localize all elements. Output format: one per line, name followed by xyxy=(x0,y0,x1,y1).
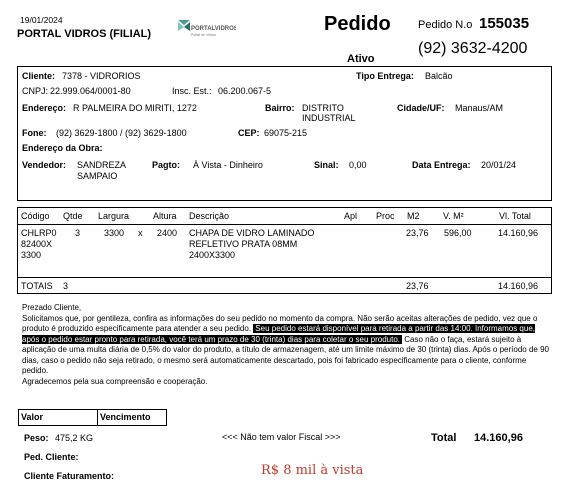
tipo-entrega-label: Tipo Entrega: xyxy=(356,71,414,81)
col-header-codigo: Código xyxy=(21,211,50,221)
row-vltotal: 14.160,96 xyxy=(498,228,539,238)
cnpj-value: 22.999.064/0001-80 xyxy=(50,86,131,96)
cidade-value: Manaus/AM xyxy=(455,103,504,113)
fone-value: (92) 3629-1800 / (92) 3629-1800 xyxy=(56,128,187,138)
endereco-obra-label: Endereço da Obra: xyxy=(22,143,103,153)
notice-pickup-highlight: Seu pedido estará disponível para retirada a partir das 14:00. Informamos que, após o pedido estar pronto para retirada, você terá um prazo de 30 (trinta) dias para coletar o seu produto. xyxy=(22,324,536,344)
data-entrega-label: Data Entrega: xyxy=(412,160,471,170)
data-entrega-value: 20/01/24 xyxy=(481,160,517,170)
tipo-entrega-value: Balcão xyxy=(425,71,453,81)
totais-valor: 14.160,96 xyxy=(498,281,539,291)
row-vm2: 596,00 xyxy=(444,228,472,238)
totais-qtde: 3 xyxy=(63,281,69,291)
ped-cliente-label: Ped. Cliente: xyxy=(24,452,79,462)
row-descricao-line3: 2400X3300 xyxy=(189,250,236,260)
col-header-vm2: V. M² xyxy=(443,211,464,221)
col-header-altura: Altura xyxy=(153,211,177,221)
payment-table-divider xyxy=(97,409,98,426)
row-descricao-line1: CHAPA DE VIDRO LAMINADO xyxy=(189,228,315,238)
row-largura: 3300 xyxy=(104,228,125,238)
totais-m2: 23,76 xyxy=(406,281,429,291)
insc-value: 06.200.067-5 xyxy=(218,86,272,96)
logo-subtext: Portal de Vidros xyxy=(191,33,216,37)
row-codigo-line3: 3300 xyxy=(21,250,42,260)
col-header-proc: Proc xyxy=(376,211,395,221)
row-codigo-line1: CHLRP0 xyxy=(21,228,57,238)
bairro-value-line1: DISTRITO xyxy=(302,103,344,113)
endereco-label: Endereço: xyxy=(22,103,67,113)
company-phone: (92) 3632-4200 xyxy=(418,40,528,57)
vendedor-value-line2: SAMPAIO xyxy=(77,171,118,181)
pagto-label: Pagto: xyxy=(152,160,180,170)
notice-greeting: Prezado Cliente, xyxy=(22,303,82,312)
notice-thanks: Agradecemos pela sua compreensão e cooperação. xyxy=(22,376,208,386)
col-header-qtde: Qtde xyxy=(63,211,83,221)
table-totals-divider xyxy=(17,277,552,278)
col-header-m2: M2 xyxy=(407,211,420,221)
col-header-descricao: Descrição xyxy=(189,211,230,221)
company-logo xyxy=(176,17,236,43)
col-header-apl: Apl xyxy=(344,211,358,221)
totais-label: TOTAIS xyxy=(21,281,53,291)
sinal-label: Sinal: xyxy=(314,160,339,170)
fiscal-note: <<< Não tem valor Fiscal >>> xyxy=(222,432,341,442)
row-codigo-line2: 82400X xyxy=(21,239,53,249)
vencimento-header: Vencimento xyxy=(100,412,151,422)
cep-label: CEP: xyxy=(238,128,260,138)
row-m2: 23,76 xyxy=(406,228,429,238)
endereco-value: R PALMEIRA DO MIRITI, 1272 xyxy=(73,103,197,113)
logo-mark-icon xyxy=(176,17,236,43)
pagto-value: À Vista - Dinheiro xyxy=(193,160,263,170)
order-status: Ativo xyxy=(347,53,375,65)
row-descricao-line2: REFLETIVO PRATA 08MM xyxy=(189,239,298,249)
valor-header: Valor xyxy=(21,412,44,422)
total-label: Total xyxy=(431,432,457,444)
print-date: 19/01/2024 xyxy=(20,15,63,25)
cliente-value: 7378 - VIDRORIOS xyxy=(62,71,141,81)
row-qtde: 3 xyxy=(75,228,81,238)
col-header-largura: Largura xyxy=(98,211,130,221)
fone-label: Fone: xyxy=(22,128,47,138)
peso-label: Peso: xyxy=(24,433,49,443)
cidade-label: Cidade/UF: xyxy=(397,103,445,113)
peso-value: 475,2 KG xyxy=(55,433,94,443)
table-header-divider xyxy=(17,224,552,225)
bairro-value-line2: INDUSTRIAL xyxy=(302,113,356,123)
insc-label: Insc. Est.: xyxy=(172,86,212,96)
col-header-vltotal: Vl. Total xyxy=(499,211,531,221)
notice-part2: Caso não o faça, estará sujeito à aplicação de uma multa diária de 0,5% do valor do produto, a título de armazenagem, até um limite máximo de 30 (trinta) dias. Após o período de 90 dias, caso o pedido não seja retirado, o mesmo será automaticamente descartado, pois foi fabricado especificamente para o cliente, conforme pedido. xyxy=(22,334,549,375)
row-altura: 2400 xyxy=(157,228,178,238)
order-number: 155035 xyxy=(479,15,530,32)
notice-part1: Solicitamos que, por gentileza, confira as informações do seu pedido no momento da compra. Não serão aceitas alterações de pedido, vez que o produto é produzido especificamente para atender a seu pedido. xyxy=(22,313,538,333)
customer-notice xyxy=(22,303,552,387)
cep-value: 69075-215 xyxy=(264,128,308,138)
order-number-label: Pedido N.o xyxy=(418,19,473,31)
cliente-label: Cliente: xyxy=(22,71,56,81)
vendedor-value-line1: SANDREZA xyxy=(77,160,127,170)
logo-text: PORTALVIDROS xyxy=(191,26,236,32)
company-name: PORTAL VIDROS (FILIAL) xyxy=(17,28,152,40)
vendedor-label: Vendedor: xyxy=(22,160,67,170)
bairro-label: Bairro: xyxy=(265,103,295,113)
total-value: 14.160,96 xyxy=(474,432,523,444)
handwritten-note: R$ 8 mil à vista xyxy=(261,463,364,478)
row-times-sign: x xyxy=(138,228,143,238)
cliente-faturamento-label: Cliente Faturamento: xyxy=(24,471,115,481)
sinal-value: 0,00 xyxy=(349,160,367,170)
doc-title: Pedido xyxy=(324,13,391,35)
cnpj-label: CNPJ: xyxy=(22,86,49,96)
